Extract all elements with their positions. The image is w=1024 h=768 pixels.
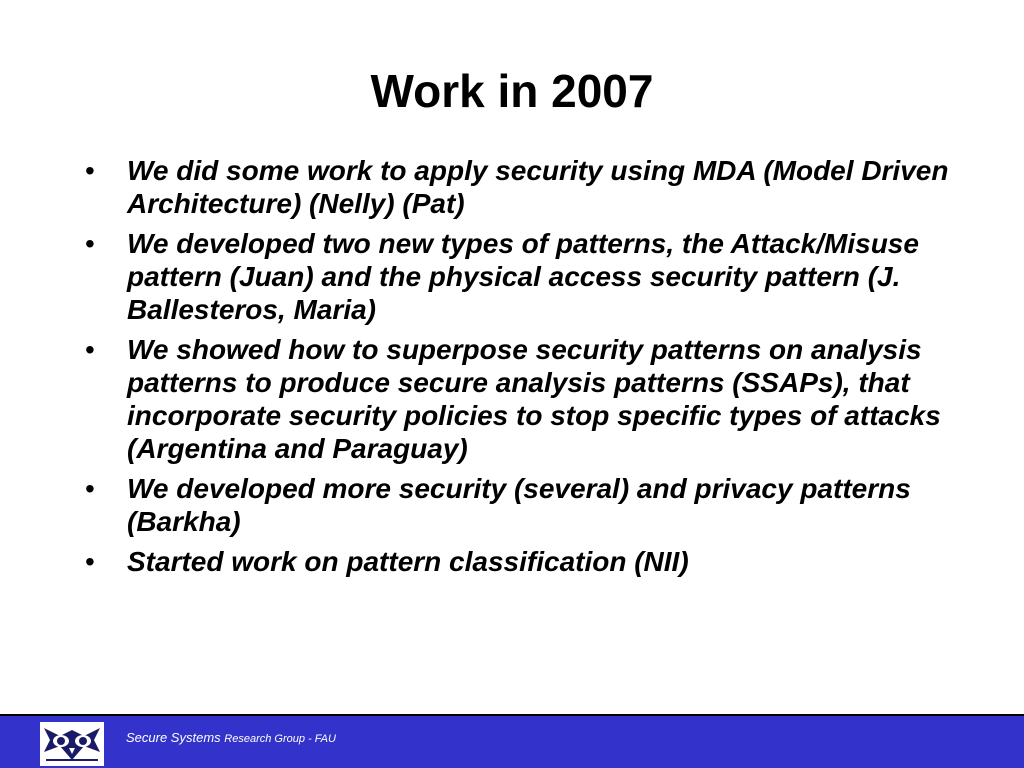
footer-text-small: Research Group - FAU: [224, 733, 336, 745]
bullet-text: We developed more security (several) and privacy patterns (Barkha): [127, 473, 911, 537]
bullet-item: [84, 154, 964, 220]
bullet-item: [84, 545, 964, 578]
bullet-marker: •: [85, 155, 95, 186]
bullet-text: Started work on pattern classification (NII): [127, 546, 689, 577]
footer-text-main: Secure Systems: [126, 730, 221, 745]
bullet-marker: •: [85, 334, 95, 365]
bullet-text: We showed how to superpose security patterns on analysis patterns to produce secure analysis patterns (SSAPs), that incorporate security policies to stop specific types of attacks (Argentina and Paraguay): [127, 334, 941, 464]
owl-logo-icon: [40, 722, 104, 766]
bullet-item: [84, 333, 964, 465]
bullet-marker: •: [85, 473, 95, 504]
bullet-item: [84, 472, 964, 538]
footer-bar: [0, 714, 1024, 768]
bullet-item: [84, 227, 964, 326]
slide-title: Work in 2007: [370, 65, 654, 117]
bullet-marker: •: [85, 228, 95, 259]
bullet-marker: •: [85, 546, 95, 577]
bullet-list: [84, 154, 964, 585]
footer-text: [126, 730, 336, 745]
bullet-text: We developed two new types of patterns, the Attack/Misuse pattern (Juan) and the physical access security pattern (J. Ballesteros, Maria): [127, 228, 919, 325]
bullet-text: We did some work to apply security using MDA (Model Driven Architecture) (Nelly) (Pat): [127, 155, 949, 219]
